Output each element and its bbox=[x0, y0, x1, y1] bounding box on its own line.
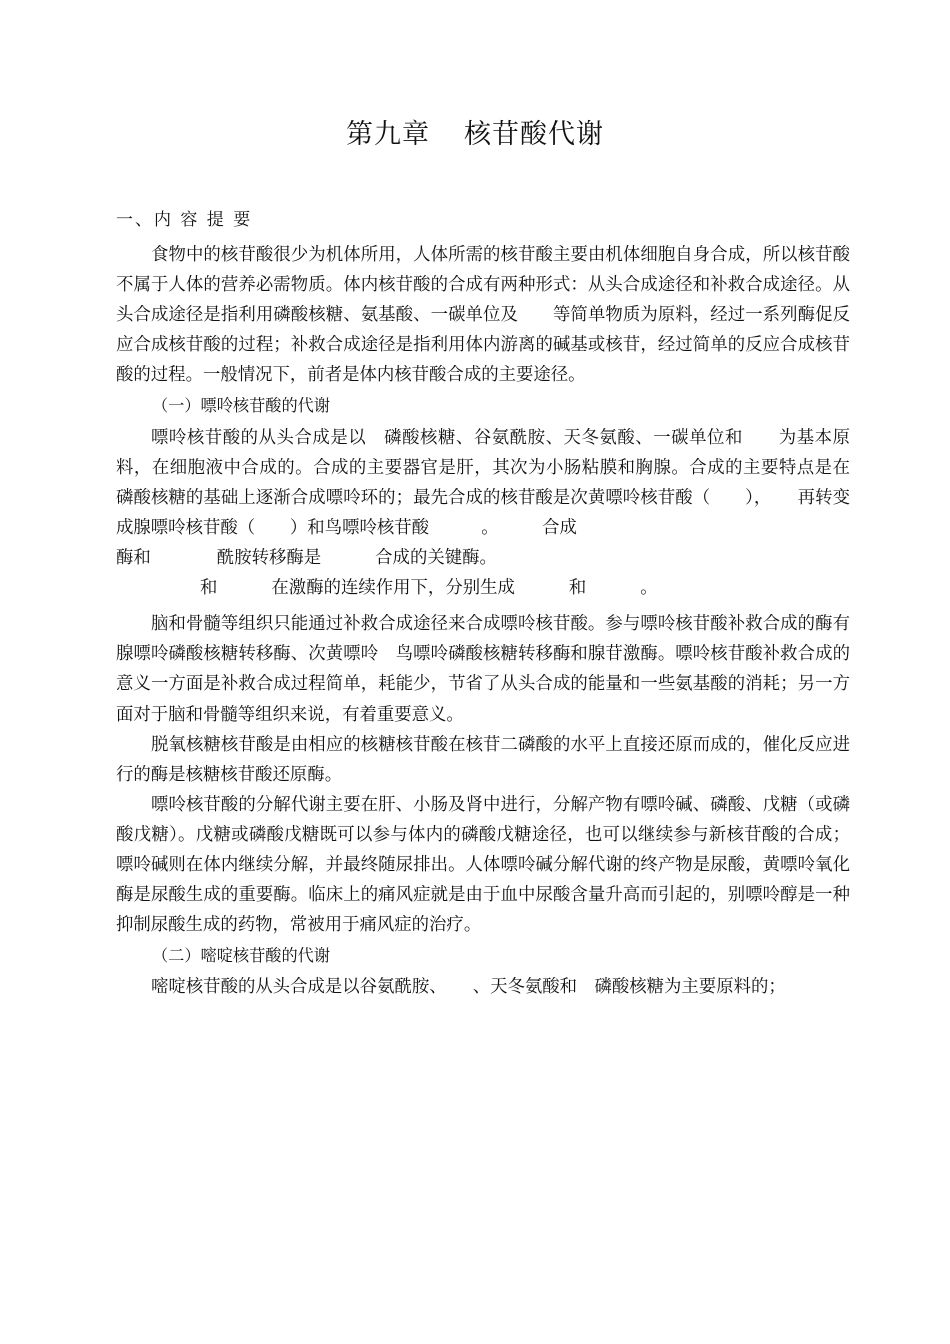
key-enzyme-text-b: 酰胺转移酶是 bbox=[216, 548, 322, 569]
paragraph-purine-denovo: 嘌呤核苷酸的从头合成是以 磷酸核糖、谷氨酰胺、天冬氨酸、一碳单位和 为基本原料，在细胞液中合成的。合成的主要器官是肝，其次为小肠粘膜和胸腺。合成的主要特点是在 磷酸核糖的基础上逐渐合成嘌呤环的；最先合成的核苷酸是次黄嘌呤核苷酸（ ）， 再转变成腺嘌呤核苷酸（ ）和鸟嘌呤核苷酸 。 合成 bbox=[116, 427, 868, 538]
subsection-heading-pyrimidine: （二）嘧啶核苷酸的代谢 bbox=[152, 946, 331, 966]
kinase-text-b: 在激酶的连续作用下，分别生成 bbox=[271, 578, 515, 599]
subsection-heading-purine: （一）嘌呤核苷酸的代谢 bbox=[152, 396, 331, 416]
line-key-enzymes bbox=[116, 543, 850, 573]
key-enzyme-text-c: 合成的关键酶。 bbox=[375, 548, 497, 569]
kinase-text-c: 和 bbox=[568, 578, 587, 599]
kinase-text-a: 和 bbox=[200, 578, 218, 599]
document-body bbox=[116, 204, 868, 1003]
line-kinase bbox=[116, 573, 850, 603]
key-enzyme-text-a: 酶和 bbox=[116, 548, 151, 569]
section-heading-summary: 一、内 容 提 要 bbox=[116, 210, 253, 230]
paragraph-pyrimidine-denovo: 嘧啶核苷酸的从头合成是以谷氨酰胺、 、天冬氨酸和 磷酸核糖为主要原料的； bbox=[151, 977, 786, 998]
kinase-text-d: 。 bbox=[640, 578, 658, 599]
chapter-number: 第九章 bbox=[346, 119, 430, 150]
paragraph-purine-catabolism: 嘌呤核苷酸的分解代谢主要在肝、小肠及肾中进行，分解产物有嘌呤碱、磷酸、戊糖（或磷酸戊糖）。戊糖或磷酸戊糖既可以参与体内的磷酸戊糖途径，也可以继续参与新核苷酸的合成；嘌呤碱则在体内继续分解，并最终随尿排出。人体嘌呤碱分解代谢的终产物是尿酸，黄嘌呤氧化酶是尿酸生成的重要酶。临床上的痛风症就是由于血中尿酸含量升高而引起的，别嘌呤醇是一种抑制尿酸生成的药物，常被用于痛风症的治疗。 bbox=[116, 794, 850, 936]
paragraph-purine-salvage: 脑和骨髓等组织只能通过补救合成途径来合成嘌呤核苷酸。参与嘌呤核苷酸补救合成的酶有腺嘌呤磷酸核糖转移酶、次黄嘌呤 鸟嘌呤磷酸核糖转移酶和腺苷激酶。嘌呤核苷酸补救合成的意义一方面是补救合成过程简单，耗能少，节省了从头合成的能量和一些氨基酸的消耗；另一方面对于脑和骨髓等组织来说，有着重要意义。 bbox=[116, 614, 850, 725]
chapter-title bbox=[0, 112, 950, 151]
chapter-name: 核苷酸代谢 bbox=[464, 119, 604, 150]
paragraph-deoxyribonucleotide: 脱氧核糖核苷酸是由相应的核糖核苷酸在核苷二磷酸的水平上直接还原而成的，催化反应进行的酶是核糖核苷酸还原酶。 bbox=[116, 734, 850, 785]
paragraph-intro: 食物中的核苷酸很少为机体所用，人体所需的核苷酸主要由机体细胞自身合成，所以核苷酸不属于人体的营养必需物质。体内核苷酸的合成有两种形式：从头合成途径和补救合成途径。从头合成途径是指利用磷酸核糖、氨基酸、一碳单位及 等简单物质为原料，经过一系列酶促反应合成核苷酸的过程；补救合成途径是指利用体内游离的碱基或核苷，经过简单的反应合成核苷酸的过程。一般情况下，前者是体内核苷酸合成的主要途径。 bbox=[116, 245, 850, 386]
